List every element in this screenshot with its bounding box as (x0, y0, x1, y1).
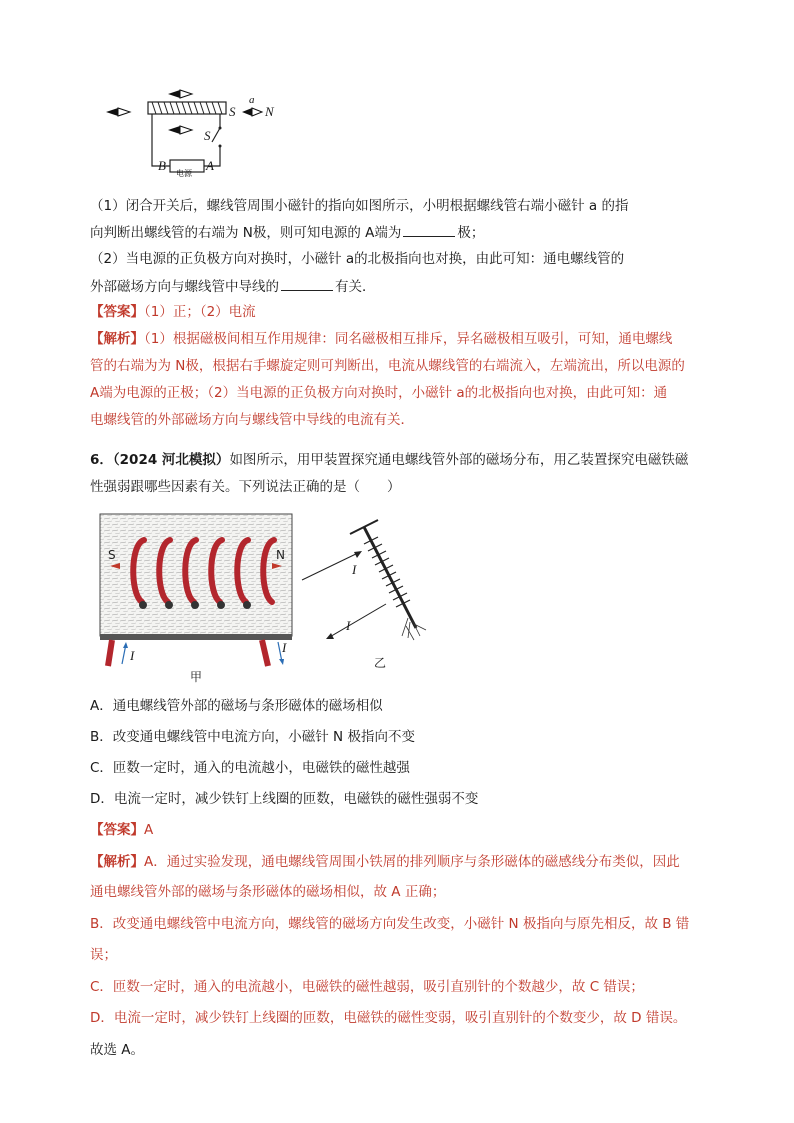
solenoid-filings-photo (96, 510, 296, 670)
q6-stem-line1 (90, 450, 688, 470)
q5-analysis-line3: A端为电源的正极；（2）当电源的正负极方向对换时，小磁针 a的北极指向也对换，由此可知：通 (90, 385, 668, 401)
label-jia-current-right: I (282, 640, 287, 655)
label-needle-a: a (249, 94, 255, 106)
q6-answer (90, 820, 153, 840)
label-jia-n: N (276, 548, 285, 562)
caption-jia: 甲 (190, 670, 203, 684)
label-terminal-b: B (158, 158, 166, 173)
q5-analysis-tag: 【解析】 (90, 331, 144, 347)
q5-analysis-line4: 电螺线管的外部磁场方向与螺线管中导线的电流有关． (90, 412, 414, 428)
compass-needle-bottom (168, 126, 192, 134)
q6-stem-line1-text: 如图所示，用甲装置探究通电螺线管外部的磁场分布，用乙装置探究电磁铁磁 (229, 452, 689, 468)
q5-part1-line2-before: 向判断出螺线管的右端为 N极，则可知电源的 A端为 (90, 225, 402, 241)
q6-analysis-line6: D．电流一定时，减少铁钉上线圈的匝数，电磁铁的磁性变弱，吸引直别针的个数变少，故 D 错误。 (90, 1010, 687, 1026)
option-a: A．通电螺线管外部的磁场与条形磁体的磁场相似 (90, 698, 383, 714)
label-magnet-s: S (229, 104, 236, 119)
label-power: 电源 (176, 169, 192, 178)
option-d: D．电流一定时，减少铁钉上线圈的匝数，电磁铁的磁性强弱不变 (90, 791, 479, 807)
q6-analysis-line1 (90, 852, 680, 872)
q6-analysis-line1-text: A．通过实验发现，通电螺线管周围小铁屑的排列顺序与条形磁体的磁感线分布类似，因此 (144, 854, 680, 870)
q6-source: （2024 河北模拟） (112, 452, 230, 468)
q5-part1-line2 (90, 222, 484, 243)
label-yi-current-out: I (346, 618, 351, 633)
q5-analysis-line1 (90, 329, 672, 349)
q5-part2-line2-after: 有关． (335, 279, 376, 295)
q5-analysis-line1-text: （1）根据磁极间相互作用规律：同名磁极相互排斥，异名磁极相互吸引，可知，通电螺线 (144, 331, 673, 347)
label-terminal-a: A (206, 158, 214, 173)
q5-answer (90, 302, 256, 322)
nail-electromagnet-diagram (298, 518, 448, 668)
q6-analysis-line2: 通电螺线管外部的磁场与条形磁体的磁场相似，故 A 正确； (90, 884, 446, 900)
label-yi-current-in: I (352, 562, 357, 577)
option-b: B．改变通电螺线管中电流方向，小磁针 N 极指向不变 (90, 729, 415, 745)
label-switch: S (204, 128, 211, 143)
solenoid-circuit-diagram (92, 78, 292, 188)
compass-needle-a (242, 108, 262, 116)
q6-analysis-line5: C．匝数一定时，通入的电流越小，电磁铁的磁性越弱，吸引直别针的个数越少，故 C 错误； (90, 979, 644, 995)
q5-part1-line2-after: 极； (457, 225, 485, 241)
figure-solenoid-circuit (92, 78, 292, 188)
q5-part2-line2 (90, 276, 376, 297)
answer-blank-2 (281, 276, 333, 291)
label-jia-current-left: I (130, 648, 135, 663)
q5-answer-text: （1）正；（2）电流 (144, 304, 256, 320)
q5-part2-line2-before: 外部磁场方向与螺线管中导线的 (90, 279, 279, 295)
answer-blank-1 (403, 222, 455, 237)
q6-analysis-line3: B．改变通电螺线管中电流方向，螺线管的磁场方向发生改变，小磁针 N 极指向与原先相反，故 B 错 (90, 916, 690, 932)
compass-needle-left (106, 108, 130, 116)
q6-stem-line2: 性强弱跟哪些因素有关。下列说法正确的是（ ） (90, 479, 401, 495)
q6-conclusion: 故选 A。 (90, 1042, 145, 1058)
option-c: C．匝数一定时，通入的电流越小，电磁铁的磁性越强 (90, 760, 410, 776)
label-magnet-n: N (265, 104, 274, 119)
q5-part1-line1: （1）闭合开关后，螺线管周围小磁针的指向如图所示，小明根据螺线管右端小磁针 a 的指 (90, 198, 629, 214)
q5-answer-tag: 【答案】 (90, 304, 144, 320)
figure-jia (96, 510, 296, 684)
q6-answer-tag: 【答案】 (90, 822, 144, 838)
figure-yi (298, 518, 448, 678)
q5-analysis-line2: 管的右端为为 N极，根据右手螺旋定则可判断出，电流从螺线管的右端流入，左端流出，所以电源的 (90, 358, 685, 374)
q6-analysis-line4: 误； (90, 947, 117, 963)
q6-answer-text: A (144, 822, 154, 838)
label-jia-s: S (108, 548, 116, 562)
q6-analysis-tag: 【解析】 (90, 854, 144, 870)
compass-needle-top (168, 90, 192, 98)
q6-number: 6． (90, 452, 113, 468)
caption-yi: 乙 (374, 656, 387, 670)
q5-part2-line1: （2）当电源的正负极方向对换时，小磁针 a的北极指向也对换，由此可知：通电螺线管的 (90, 251, 625, 267)
